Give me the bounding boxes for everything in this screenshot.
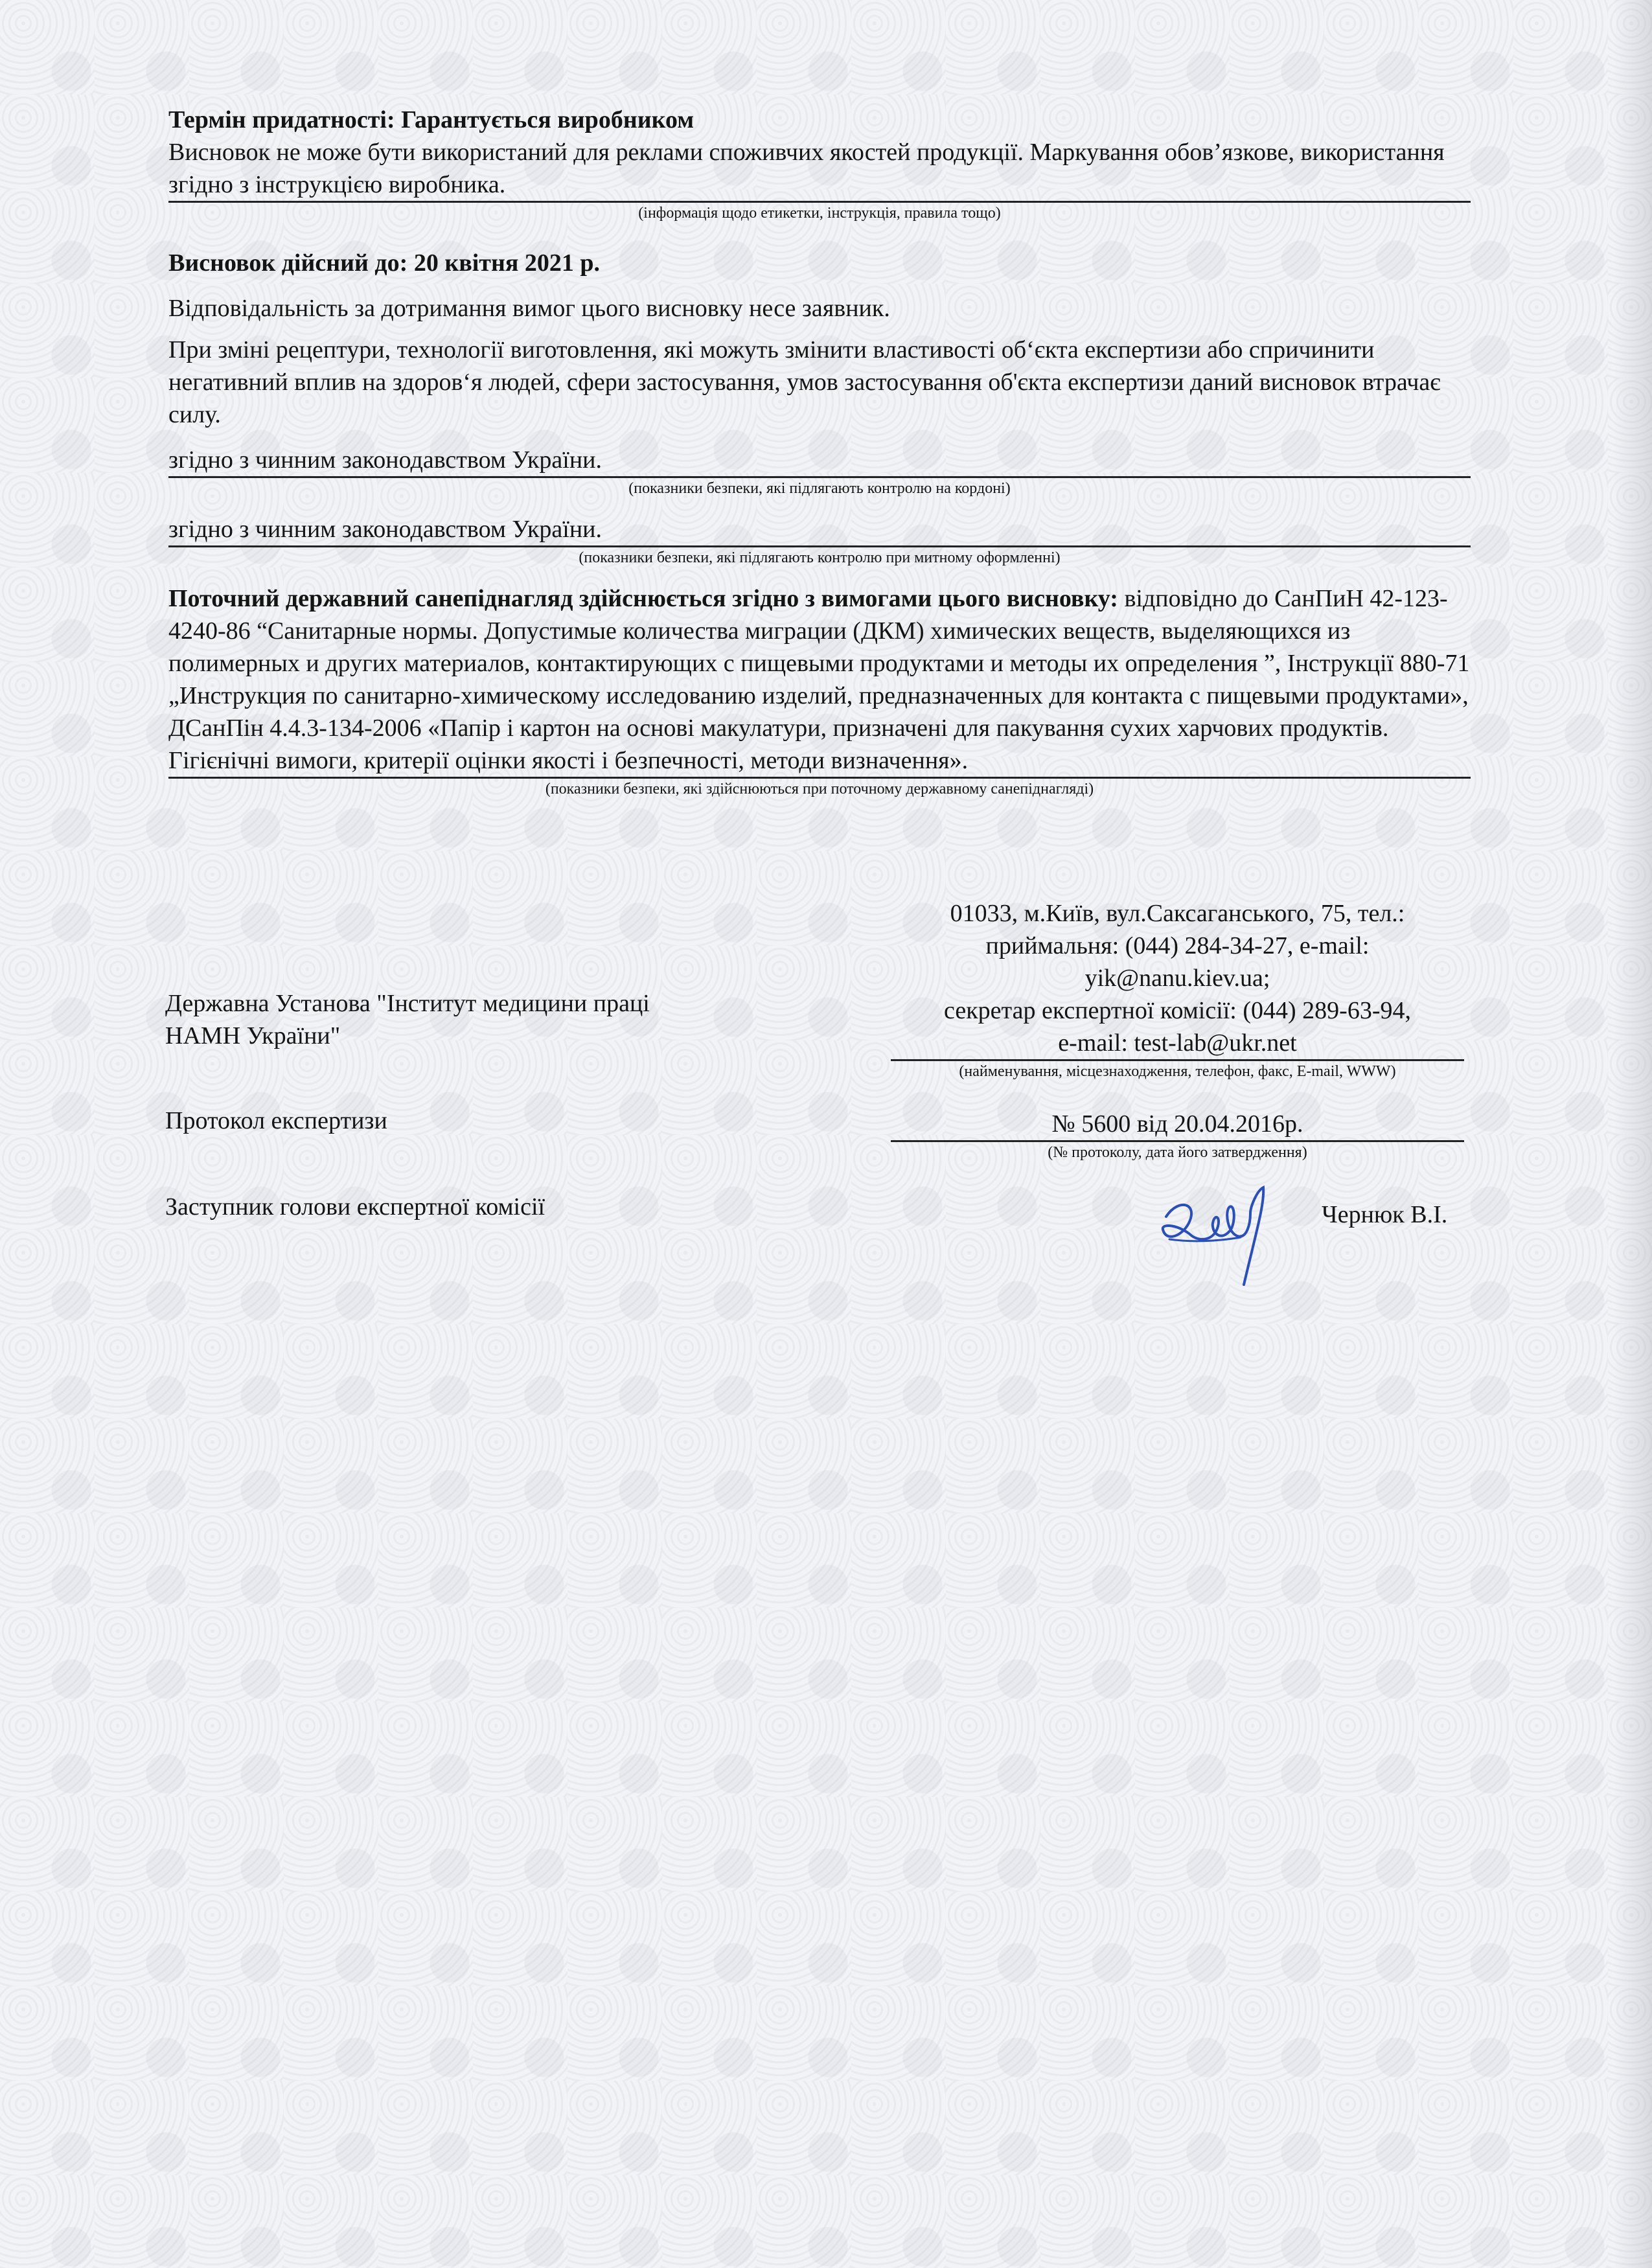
change-clause-text: При зміні рецептури, технології виготовлення, які можуть змінити властивості об‘єкта експертизи або спричинити негативний вплив на здоров‘я людей, сфери застосування, умов застосування об'єкта експертизи даний висновок втрачає силу. — [168, 336, 1441, 428]
supervision-section — [168, 582, 1471, 799]
shelf-life-caption: (інформація щодо етикетки, інструкція, правила тощо) — [638, 205, 1001, 222]
address-line4: секретар експертної комісії: (044) 289-63-94, — [944, 997, 1411, 1024]
supervision-text — [168, 582, 1471, 779]
address-line5: e-mail: test-lab@ukr.net — [891, 1027, 1464, 1061]
signatory-name: Чернюк В.І. — [1322, 1201, 1448, 1228]
customs-control-caption: (показники безпеки, які підлягають контролю при митному оформленні) — [579, 549, 1061, 566]
institution-name — [165, 987, 650, 1052]
address-line3: yik@nanu.kiev.ua; — [1084, 965, 1270, 992]
scan-edge-shadow — [1613, 0, 1652, 2268]
protocol-caption: (№ протоколу, дата його затвердження) — [1048, 1144, 1307, 1161]
protocol-label: Протокол експертизи — [165, 1107, 387, 1134]
shelf-life-section — [168, 104, 1471, 223]
valid-until-label: Висновок дійсний до: — [168, 249, 408, 277]
valid-until — [168, 247, 1471, 279]
shelf-life-text: Висновок не може бути використаний для реклами споживчих якостей продукції. Маркування обов’язкове, використання згідно з інструкцією виробника. — [168, 136, 1471, 203]
valid-until-value: 20 квітня 2021 р. — [413, 249, 601, 277]
signature-icon — [1153, 1178, 1283, 1288]
supervision-label: Поточний державний санепіднагляд здійснюється згідно з вимогами цього висновку: — [168, 585, 1118, 612]
border-control-caption: (показники безпеки, які підлягають контролю на кордоні) — [628, 480, 1011, 497]
institution-caption: (найменування, місцезнаходження, телефон, факс, E-mail, WWW) — [959, 1063, 1396, 1080]
address-line1: 01033, м.Київ, вул.Саксаганського, 75, тел.: — [950, 900, 1405, 927]
border-control-value: згідно з чинним законодавством України. — [168, 444, 1471, 478]
institution-address — [891, 897, 1464, 1082]
institution-name-line2: НАМН України" — [165, 1022, 341, 1049]
signatory-title-block — [165, 1191, 545, 1223]
border-control-section — [168, 444, 1471, 499]
responsibility-text: Відповідальність за дотримання вимог цього висновку несе заявник. — [168, 295, 890, 322]
protocol-value: № 5600 від 20.04.2016р. — [891, 1108, 1464, 1142]
supervision-body: відповідно до СанПиН 42-123-4240-86 “Санитарные нормы. Допустимые количества миграции (ДКМ) химических веществ, выделяющихся из полимерных и других материалов, контактирующих с пищевыми продуктами и методы их определения ”, Інструкції 880-71 „Инструкция по санитарно-химическому исследованию изделий, предназначенных для контакта с пищевыми продуктами», ДСанПін 4.4.3-134-2006 «Папір і картон на основі макулатури, призначені для пакування сухих харчових продуктів. Гігієнічні вимоги, критерії оцінки якості і безпечності, методи визначення». — [168, 585, 1470, 774]
customs-control-value: згідно з чинним законодавством України. — [168, 513, 1471, 547]
document-body — [168, 104, 1471, 799]
supervision-caption: (показники безпеки, які здійснюються при поточному державному санепіднагляді) — [545, 781, 1094, 797]
signatory-title: Заступник голови експертної комісії — [165, 1193, 545, 1220]
customs-control-section — [168, 513, 1471, 568]
protocol-label-block — [165, 1105, 387, 1137]
address-line2: приймальня: (044) 284-34-27, e-mail: — [985, 932, 1370, 959]
protocol-value-block — [891, 1108, 1464, 1163]
shelf-life-label: Термін придатності: Гарантується виробником — [168, 106, 694, 133]
signatory-name-block — [1322, 1198, 1447, 1231]
institution-name-line1: Державна Установа "Інститут медицини праці — [165, 990, 650, 1017]
